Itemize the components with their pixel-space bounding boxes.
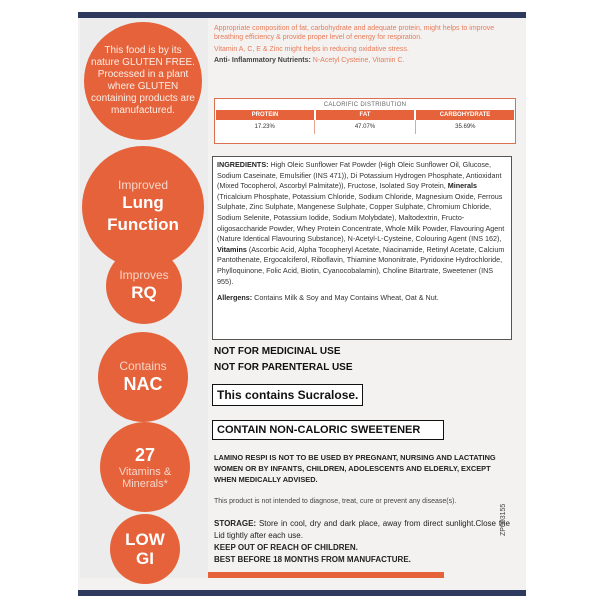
storage-block bbox=[214, 518, 510, 566]
calorific-table bbox=[214, 98, 516, 144]
calorific-header: PROTEIN bbox=[216, 110, 314, 120]
calorific-title: CALORIFIC DISTRIBUTION bbox=[323, 102, 407, 108]
ingredients-text-2: (Tricalcium Phosphate, Potassium Chloride, Sodium Chloride, Magnesium Oxide, Ferrous Sulphate, Zinc Sulphate, Mangenese Sulphate, Copper Sulphate, Chromium Chloride, Sodium Selenite, Potassium Iodide, Sodium Molybdate), Maltodextrin, Fructo-oligosaccharide Powder, Whey Protein Concentrate, Whole Milk Powder, Flavouring Agent (Nature Identical Flavouring Substance), N-Acetyl-L-Cysteine, Colouring Agent (INS 162), bbox=[217, 191, 505, 244]
badge-small: Vitamins & Minerals* bbox=[118, 466, 172, 490]
disclaimer-text: This product is not intended to diagnose, treat, cure or prevent any disease(s). bbox=[214, 498, 457, 505]
badge-big: NAC bbox=[123, 374, 163, 394]
storage-label: STORAGE: bbox=[214, 519, 257, 528]
product-code: ZP003155 bbox=[500, 503, 507, 536]
allergens-line bbox=[217, 293, 507, 304]
calorific-header: CARBOHYDRATE bbox=[416, 110, 514, 120]
badge-small: Contains bbox=[119, 359, 167, 373]
lamino-warning: LAMINO RESPI IS NOT TO BE USED BY PREGNANT, NURSING AND LACTATING WOMEN OR BY INFANTS, CHILDREN, ADOLESCENTS AND ELDERLY, EXCEPT WHEN MEDICALLY ADVISED. bbox=[214, 453, 496, 484]
badge-big: LOW GI bbox=[125, 530, 165, 568]
storage-text: Store in cool, dry and dark place, away from direct sunlight.Close the Lid tightly after each use. bbox=[214, 519, 510, 540]
accent-bar bbox=[208, 572, 444, 578]
gluten-free-text: This food is by its nature GLUTEN FREE. Processed in a plant where GLUTEN containing products are manufactured. bbox=[91, 45, 195, 116]
minerals-label: Minerals bbox=[447, 181, 477, 191]
badge-small: Improves bbox=[119, 268, 169, 282]
not-parenteral-text: NOT FOR PARENTERAL USE bbox=[214, 362, 353, 373]
non-caloric-box: CONTAIN NON-CALORIC SWEETENER bbox=[212, 420, 444, 440]
best-before-text: BEST BEFORE 18 MONTHS FROM MANUFACTURE. bbox=[214, 555, 411, 564]
ingredients-text-3: (Ascorbic Acid, Alpha Tocopheryl Acetate, Niacinamide, Retinyl Acetate, Calcium Pantothenate, Ergocalciferol, Riboflavin, Thiamine Mononitrate, Pyridoxine Hydrochloride, Phylloquinone, Folic Acid, Biotin, Cyanocobalamin), Choline Bitartrate, Sweetener (INS 955). bbox=[217, 244, 505, 286]
badge-small: Improved bbox=[117, 178, 169, 192]
ingredients-box bbox=[212, 156, 512, 340]
badge-big: RQ bbox=[131, 283, 157, 302]
anti-value: N-Acetyl Cysteine, Vitamin C. bbox=[312, 57, 405, 64]
intro-line: Appropriate composition of fat, carbohydrate and adequate protein, might helps to improve breathing efficiency & provide proper level of energy for respiration. bbox=[214, 25, 495, 41]
ingredients-paragraph bbox=[217, 160, 507, 287]
anti-label: Anti- Inflammatory Nutrients: bbox=[214, 57, 311, 64]
vitamins-label: Vitamins bbox=[217, 244, 247, 254]
calorific-value: 35.69% bbox=[455, 124, 476, 130]
badge-vitamins bbox=[100, 422, 190, 512]
badge-big: 27 bbox=[134, 445, 156, 465]
storage-line bbox=[214, 518, 510, 542]
calorific-header: FAT bbox=[316, 110, 414, 120]
keep-out-text: KEEP OUT OF REACH OF CHILDREN. bbox=[214, 543, 358, 552]
badge-nac bbox=[98, 332, 188, 422]
calorific-value: 17.23% bbox=[215, 120, 315, 134]
allergens-text: Contains Milk & Soy and May Contains Wheat, Oat & Nut. bbox=[254, 293, 439, 303]
anti-inflammatory-line bbox=[214, 56, 514, 65]
vitamins-line: Vitamin A, C, E & Zinc might helps in reducing oxidative stress. bbox=[214, 46, 409, 53]
badge-low-gi bbox=[110, 514, 180, 584]
badge-big: Lung Function bbox=[107, 193, 179, 234]
ingredients-text-1: High Oleic Sunflower Fat Powder (High Oleic Sunflower Oil, Glucose, Sodium Caseinate, Emulsifier (INS 471)), Di Potassium Hydrogen Phosphate, Antioxidant (Mixed Tocopherol, Ascorbyl Palmitate)), Fructose, Isolated Soy Protein, bbox=[217, 160, 502, 191]
gluten-free-badge bbox=[84, 22, 202, 140]
ingredients-label: INGREDIENTS: bbox=[217, 160, 269, 169]
intro-text bbox=[214, 24, 514, 65]
calorific-value: 47.07% bbox=[315, 120, 415, 134]
sucralose-box: This contains Sucralose. bbox=[212, 384, 363, 406]
badge-rq bbox=[106, 248, 182, 324]
calorific-header-row bbox=[215, 110, 515, 120]
not-medicinal-text: NOT FOR MEDICINAL USE bbox=[214, 346, 341, 357]
calorific-value-row bbox=[215, 120, 515, 134]
allergens-label: Allergens: bbox=[217, 293, 253, 303]
